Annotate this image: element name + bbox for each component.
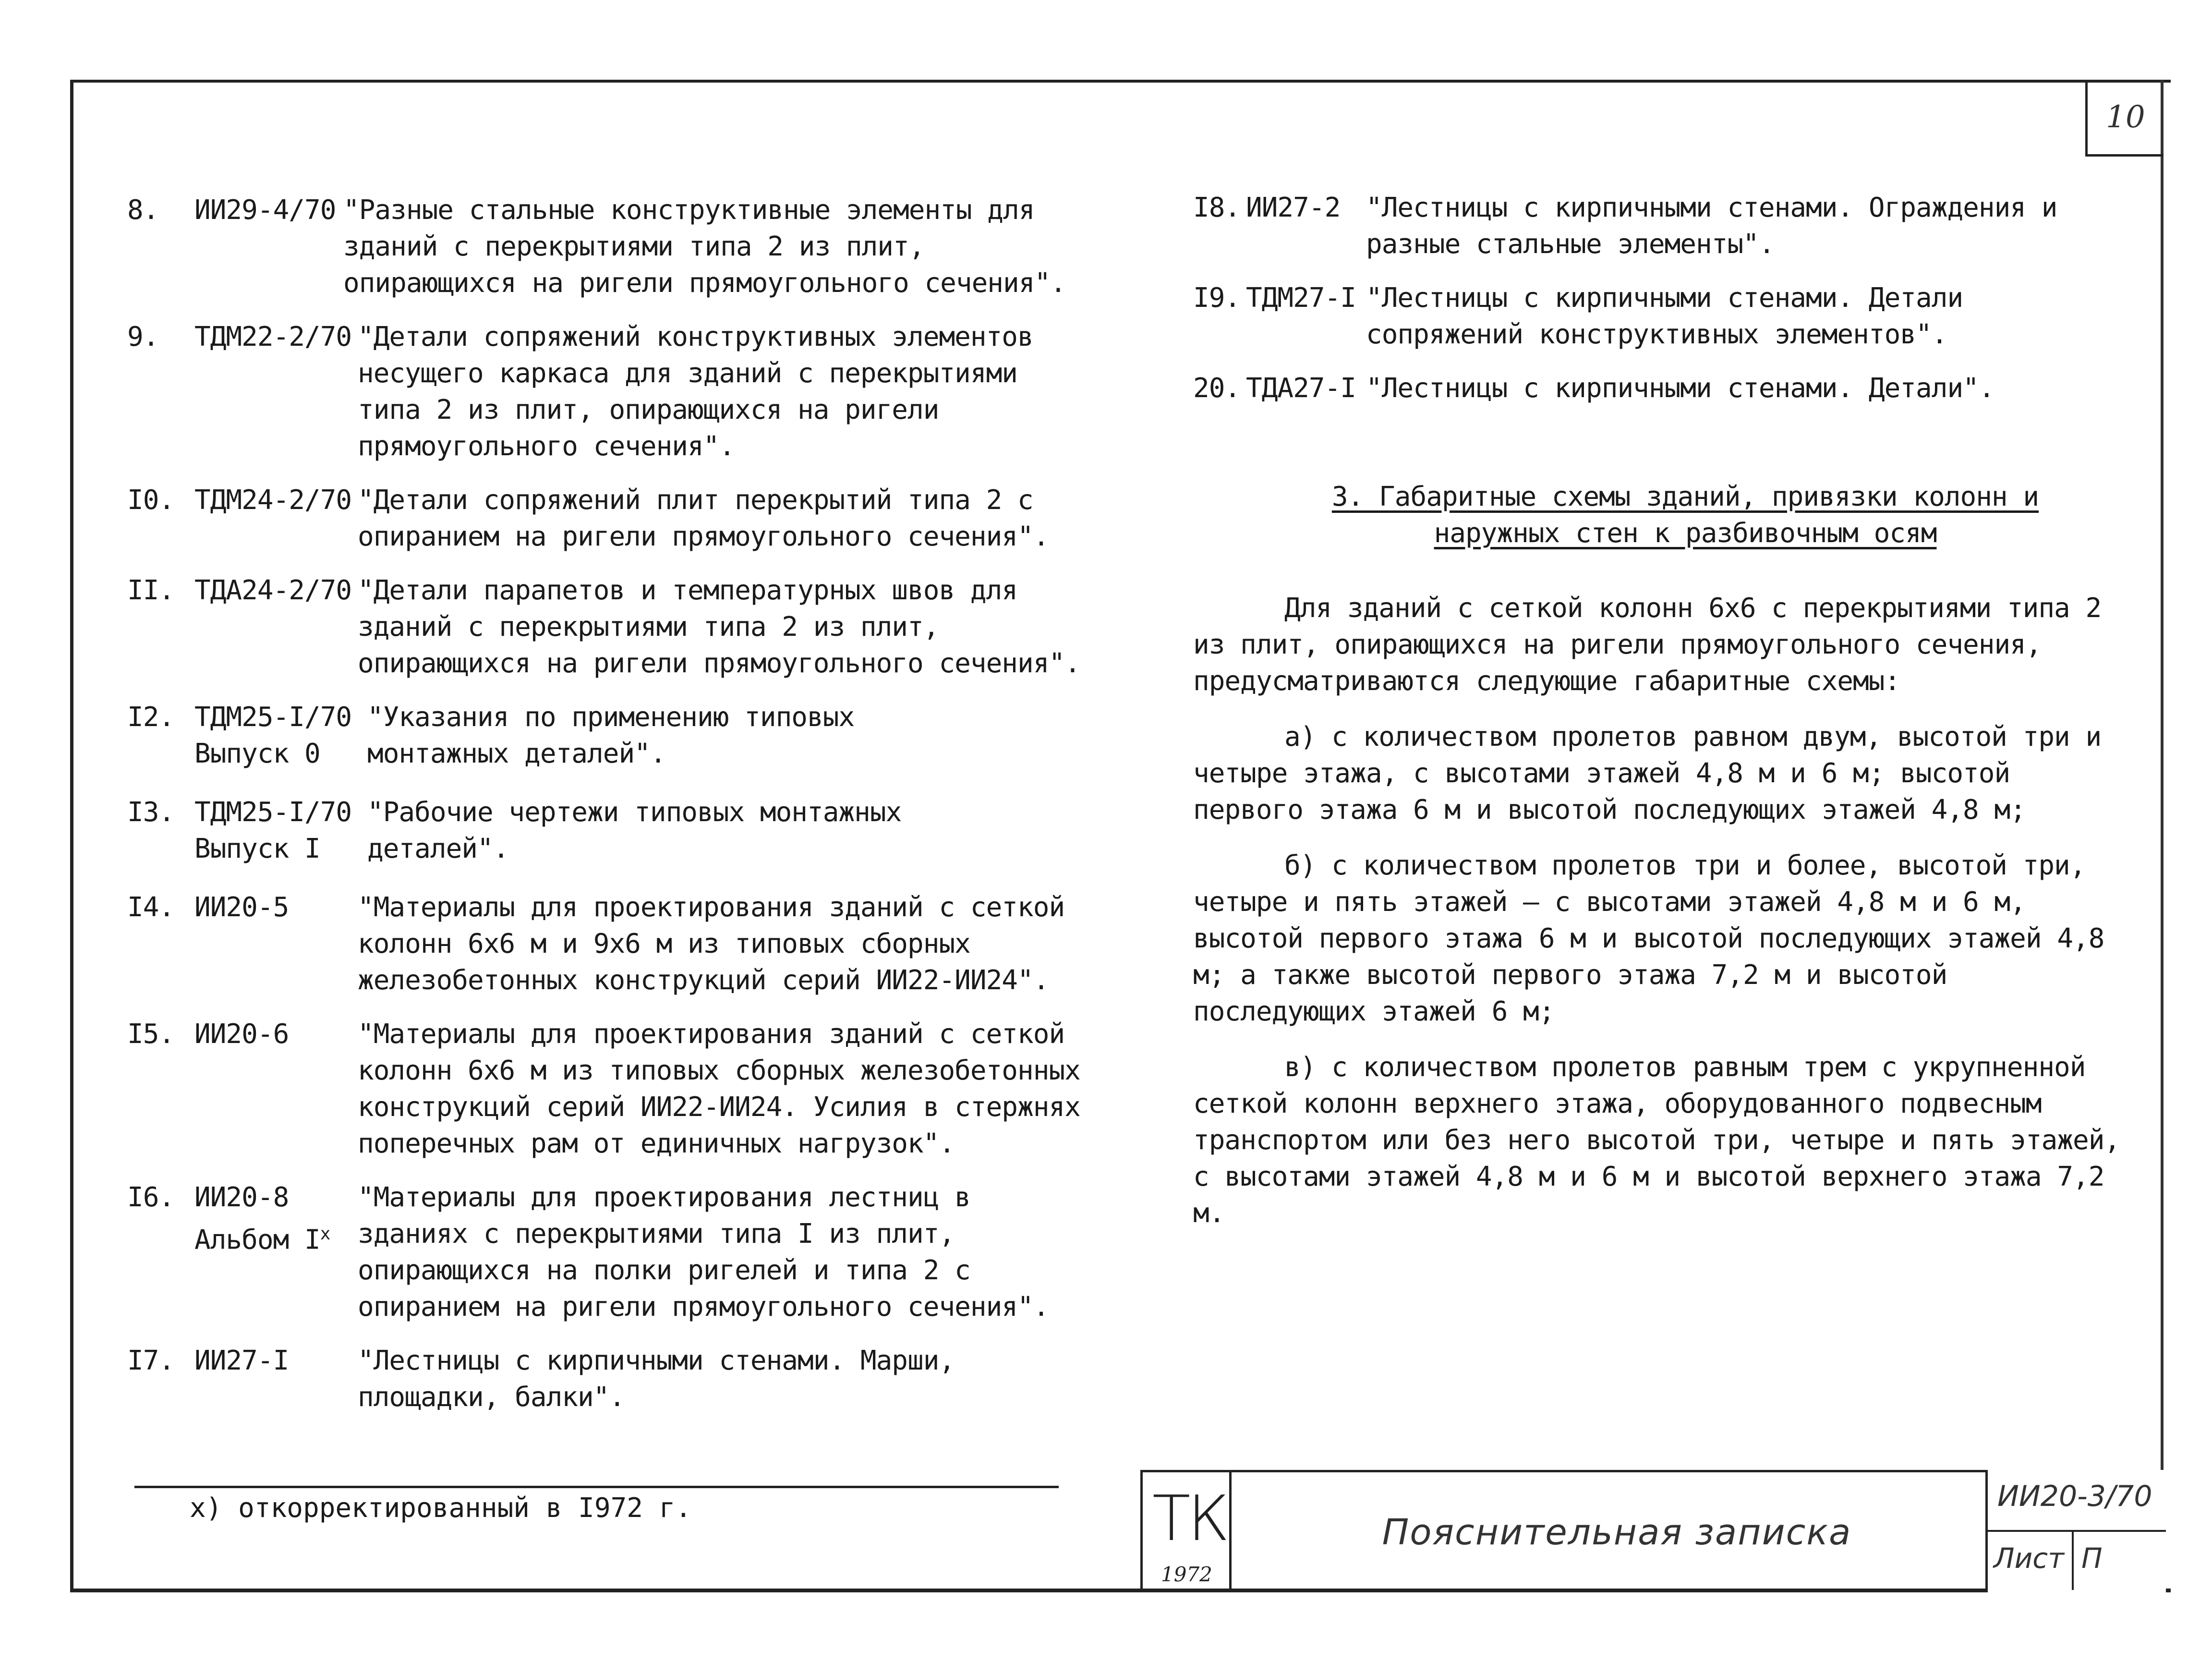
entry-number: I9. <box>1193 282 1241 314</box>
list-item <box>1193 190 2129 263</box>
entry-number: II. <box>127 575 175 606</box>
entry-number: I4. <box>127 892 175 923</box>
title-block <box>1140 1470 2164 1592</box>
entry-title: "Разные стальные конструктивные элементы для зданий с перекрытиями типа 2 из плит, опирающихся на ригели прямоугольного сечения". <box>343 194 1066 299</box>
entry-title: "Материалы для проектирования зданий с сеткой колонн 6х6 м из типовых сборных железобетонных конструкций серий ИИ22-ИИ24. Усилия в стержнях поперечных рам от единичных нагрузок". <box>358 1019 1080 1159</box>
entry-title: "Материалы для проектирования лестниц в зданиях с перекрытиями типа I из плит, опирающихся на полки ригелей и типа 2 с опиранием на ригели прямоугольного сечения". <box>358 1182 1049 1322</box>
list-item <box>1193 370 2129 407</box>
entry-code: ТДА24-2/70 <box>194 575 352 606</box>
entry-number: I0. <box>127 485 175 516</box>
list-item <box>127 192 1088 302</box>
entry-title: "Лестницы с кирпичными стенами. Марши, площадки, балки". <box>358 1345 955 1413</box>
stamp-title-text: Пояснительная записка <box>1382 1512 1852 1553</box>
entry-code: ИИ27-I <box>194 1345 289 1376</box>
entry-code: ТДМ27-I <box>1246 282 1356 314</box>
stamp-list-label: Лист <box>1994 1542 2064 1575</box>
entry-code: ИИ20-6 <box>194 1019 289 1050</box>
list-item <box>127 1016 1088 1162</box>
list-item <box>127 699 1088 772</box>
entry-code: ТДМ22-2/70 <box>194 321 352 352</box>
entry-code-block <box>194 1179 358 1325</box>
entry-title: "Детали сопряжений конструктивных элементов несущего каркаса для зданий с перекрытиями типа 2 из плит, опирающихся на ригели прямоугольного сечения". <box>358 321 1033 462</box>
entry-title: "Указания по применению типовых монтажных деталей". <box>367 702 855 769</box>
entry-title: "Лестницы с кирпичными стенами. Детали". <box>1366 373 1994 404</box>
entry-code: ТДМ25-I/70 <box>194 702 352 733</box>
list-item <box>127 572 1088 682</box>
stamp-tk: ТК <box>1152 1482 1227 1555</box>
entry-code-block <box>194 699 367 772</box>
list-item <box>127 1343 1088 1416</box>
stamp-divider <box>1988 1530 2166 1532</box>
entry-issue: Выпуск I <box>194 833 320 864</box>
entry-number: I2. <box>127 702 175 733</box>
list-item <box>1193 280 2129 353</box>
footnote-divider <box>134 1486 1059 1488</box>
entry-number: I5. <box>127 1019 175 1050</box>
sheet-number: 10 <box>2085 80 2164 157</box>
paragraph: б) с количеством пролетов три и более, высотой три, четыре и пять этажей – с высотами этажей 4,8 м и 6 м, высотой первого этажа 6 м и высотой последующих этажей 4,8 м; а также высотой первого этажа 7,2 м и высотой последующих этажей 6 м; <box>1193 850 2104 1027</box>
entry-number: I6. <box>127 1182 175 1213</box>
stamp-year: 1972 <box>1161 1563 1212 1586</box>
entry-number: I8. <box>1193 192 1241 223</box>
entry-code-block <box>194 794 367 867</box>
page-frame-right-edge <box>2161 80 2164 1592</box>
list-item <box>127 319 1088 465</box>
entry-code: ИИ20-5 <box>194 892 289 923</box>
entry-title: "Детали парапетов и температурных швов для зданий с перекрытиями типа 2 из плит, опирающихся на ригели прямоугольного сечения". <box>358 575 1080 679</box>
entry-code: ТДМ25-I/70 <box>194 797 352 828</box>
entry-issue: Выпуск 0 <box>194 738 320 769</box>
entry-title: "Материалы для проектирования зданий с сеткой колонн 6х6 м и 9х6 м из типовых сборных железобетонных конструкций серий ИИ22-ИИ24". <box>358 892 1065 996</box>
entry-title: "Детали сопряжений плит перекрытий типа 2 с опиранием на ригели прямоугольного сечения". <box>358 485 1049 552</box>
list-item <box>127 794 1088 867</box>
stamp-tk-cell <box>1143 1472 1232 1592</box>
paragraph: а) с количеством пролетов равном двум, высотой три и четыре этажа, с высотами этажей 4,8 м и 6 м; высотой первого этажа 6 м и высотой последующих этажей 4,8 м; <box>1193 721 2102 825</box>
entry-code: ИИ20-8 <box>194 1182 289 1213</box>
entry-title: "Рабочие чертежи типовых монтажных деталей". <box>367 797 902 864</box>
entry-number: 8. <box>127 194 159 226</box>
list-item <box>127 482 1088 555</box>
list-item <box>127 1179 1088 1325</box>
entry-code: ИИ29-4/70 <box>194 194 336 226</box>
entry-title: "Лестницы с кирпичными стенами. Детали сопряжений конструктивных элементов". <box>1366 282 1963 350</box>
paragraph: в) с количеством пролетов равным трем с укрупненной сеткой колонн верхнего этажа, оборудованного подвесным транспортом или без него высотой три, четыре и пять этажей, с высотами этажей 4,8 м и 6 м и высотой верхнего этажа 7,2 м. <box>1193 1052 2120 1229</box>
entry-number: I7. <box>127 1345 175 1376</box>
entry-title: "Лестницы с кирпичными стенами. Ограждения и разные стальные элементы". <box>1366 192 2057 260</box>
stamp-page: П <box>2081 1542 2103 1575</box>
paragraph: Для зданий с сеткой колонн 6х6 с перекрытиями типа 2 из плит, опирающихся на ригели прямоугольного сечения, предусматриваются следующие габаритные схемы: <box>1193 593 2102 697</box>
right-column <box>1193 190 2129 1251</box>
stamp-code-cell <box>1985 1470 2166 1592</box>
entry-number: I3. <box>127 797 175 828</box>
entry-code: ТДМ24-2/70 <box>194 485 352 516</box>
entry-code: ИИ27-2 <box>1246 192 1341 223</box>
footnote-marker: x <box>320 1224 330 1244</box>
entry-number: 9. <box>127 321 159 352</box>
entry-album: Альбом I <box>194 1224 320 1256</box>
list-item <box>127 889 1088 999</box>
footnote: x) откорректированный в I972 г. <box>190 1492 692 1524</box>
entry-issue <box>194 1216 358 1259</box>
entry-number: 20. <box>1193 373 1241 404</box>
section-heading: 3. Габаритные схемы зданий, привязки колонн и наружных стен к разбивочным осям <box>1331 481 2039 549</box>
entry-code: ТДА27-I <box>1246 373 1356 404</box>
stamp-divider-vertical <box>2072 1530 2074 1590</box>
left-column <box>127 192 1088 1416</box>
stamp-code: ИИ20-3/70 <box>1997 1480 2152 1513</box>
